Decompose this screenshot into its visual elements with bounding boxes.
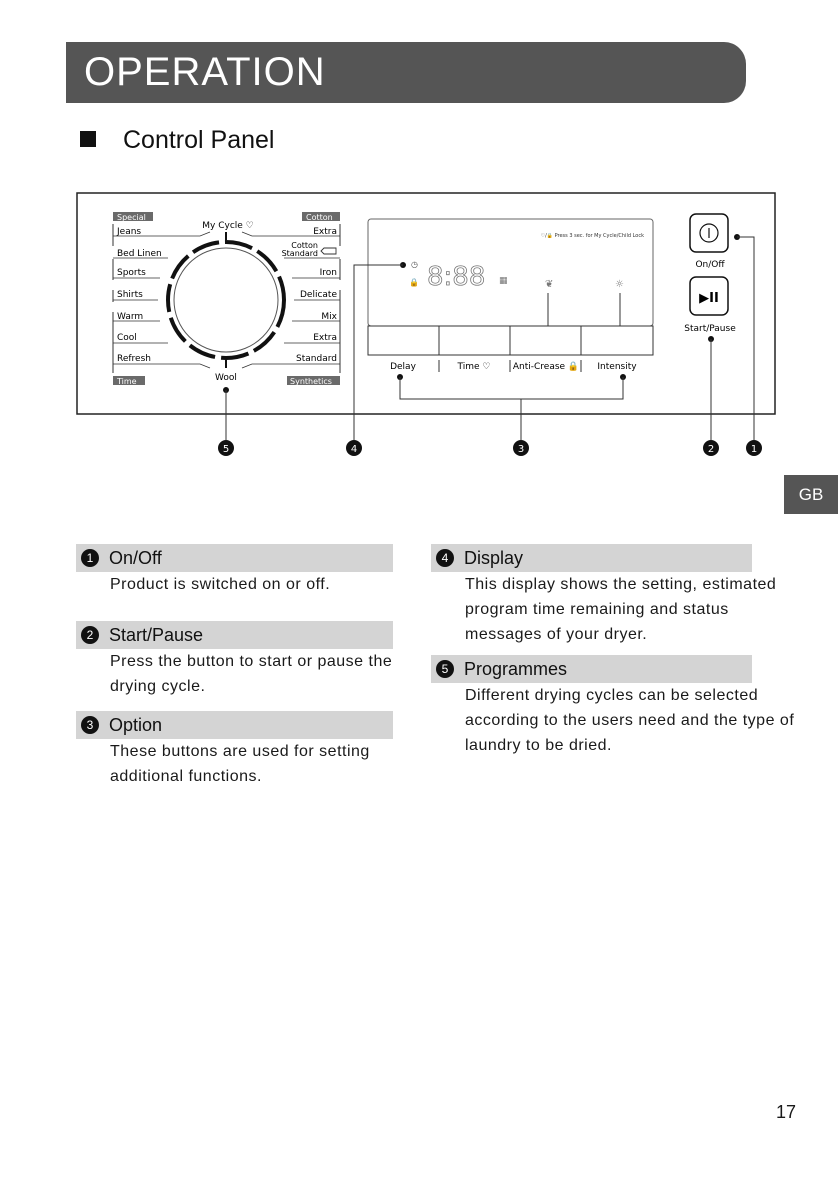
option-intensity-label: Intensity	[597, 362, 637, 372]
program-cotton-extra: Extra	[313, 227, 337, 237]
program-iron: Iron	[319, 268, 337, 278]
svg-text:4: 4	[350, 444, 358, 455]
desc-line: according to the users need and the type of	[465, 712, 795, 729]
group-time-label: Time	[117, 377, 137, 386]
svg-text:1: 1	[750, 444, 758, 455]
dial-top-label: My Cycle ♡	[202, 221, 254, 231]
item-option-header	[76, 711, 393, 739]
desc-line: program time remaining and status	[465, 601, 729, 618]
program-cotton-standard-2: Standard	[281, 249, 318, 258]
desc-line: laundry to be dried.	[465, 737, 612, 754]
grid-icon: ▦	[499, 276, 508, 286]
callout-4	[346, 440, 362, 456]
program-dial	[174, 248, 278, 352]
item-startpause-desc	[110, 649, 392, 699]
program-cool: Cool	[117, 333, 137, 343]
item-display-header	[431, 544, 752, 572]
clock-icon: ◷	[411, 260, 418, 269]
dial-bottom-label: Wool	[215, 373, 237, 383]
svg-text:3: 3	[517, 444, 525, 455]
language-tab: GB	[784, 475, 838, 514]
program-synthetic-extra: Extra	[313, 333, 337, 343]
item-number-badge: 5	[436, 660, 454, 678]
program-bed-linen: Bed Linen	[117, 249, 162, 259]
item-title: On/Off	[109, 548, 162, 568]
group-synthetics-label: Synthetics	[290, 377, 332, 386]
item-display-desc	[465, 572, 776, 647]
option-delay-label: Delay	[390, 362, 416, 372]
page-title: OPERATION	[84, 50, 326, 94]
desc-line: messages of your dryer.	[465, 626, 648, 643]
desc-line: Press the button to start or pause the	[110, 653, 393, 670]
option-time-label: Time ♡	[457, 362, 491, 372]
desc-line: Different drying cycles can be selected	[465, 687, 759, 704]
item-title: Start/Pause	[109, 625, 204, 645]
program-mix: Mix	[321, 312, 337, 322]
program-delicate: Delicate	[300, 290, 337, 300]
display-hint: ♡/🔒 Press 3 sec. for My Cycle/Child Lock	[540, 233, 644, 239]
program-synthetic-standard: Standard	[296, 354, 337, 364]
group-cotton-label: Cotton	[306, 213, 333, 222]
item-title: Option	[109, 715, 163, 735]
start-pause-panel-label: Start/Pause	[684, 324, 736, 334]
item-number-badge: 4	[436, 549, 454, 567]
callout-5	[218, 440, 234, 456]
program-refresh: Refresh	[117, 354, 151, 364]
item-number-badge: 3	[81, 716, 99, 734]
desc-line: drying cycle.	[110, 678, 206, 695]
onoff-panel-label: On/Off	[695, 260, 725, 270]
item-programmes-desc	[465, 683, 794, 758]
svg-text:5: 5	[222, 444, 230, 455]
item-onoff-header	[76, 544, 393, 572]
svg-text:2: 2	[707, 444, 715, 455]
callout-3	[513, 440, 529, 456]
program-sports: Sports	[117, 268, 146, 278]
program-cotton-standard-1: Cotton	[291, 241, 318, 250]
section-title: Control Panel	[123, 126, 275, 154]
control-panel-diagram	[0, 0, 838, 470]
group-special-label: Special	[117, 213, 146, 222]
item-number-badge: 2	[81, 626, 99, 644]
desc-line: additional functions.	[110, 768, 262, 785]
display-digits: 8:88	[427, 262, 486, 292]
item-programmes-header	[431, 655, 752, 683]
program-shirts: Shirts	[117, 290, 143, 300]
item-option-desc	[110, 739, 370, 789]
desc-line: This display shows the setting, estimated	[465, 576, 777, 593]
item-title: Programmes	[464, 659, 568, 679]
sun-icon: ☼	[615, 279, 624, 290]
play-pause-icon: ▶II	[699, 291, 719, 306]
item-title: Display	[464, 548, 524, 568]
desc-line: These buttons are used for setting	[110, 743, 370, 760]
eco-leaf-icon: ❦	[545, 279, 554, 290]
callout-1	[746, 440, 762, 456]
desc-line: Product is switched on or off.	[110, 576, 331, 593]
callout-2	[703, 440, 719, 456]
program-jeans: Jeans	[117, 227, 142, 237]
item-startpause-header	[76, 621, 393, 649]
program-warm: Warm	[117, 312, 144, 322]
child-lock-icon: 🔒	[409, 278, 419, 287]
item-onoff-desc	[110, 572, 330, 597]
item-number-badge: 1	[81, 549, 99, 567]
page-number: 17	[776, 1102, 797, 1122]
option-anticrease-label: Anti-Crease 🔒	[512, 362, 580, 372]
